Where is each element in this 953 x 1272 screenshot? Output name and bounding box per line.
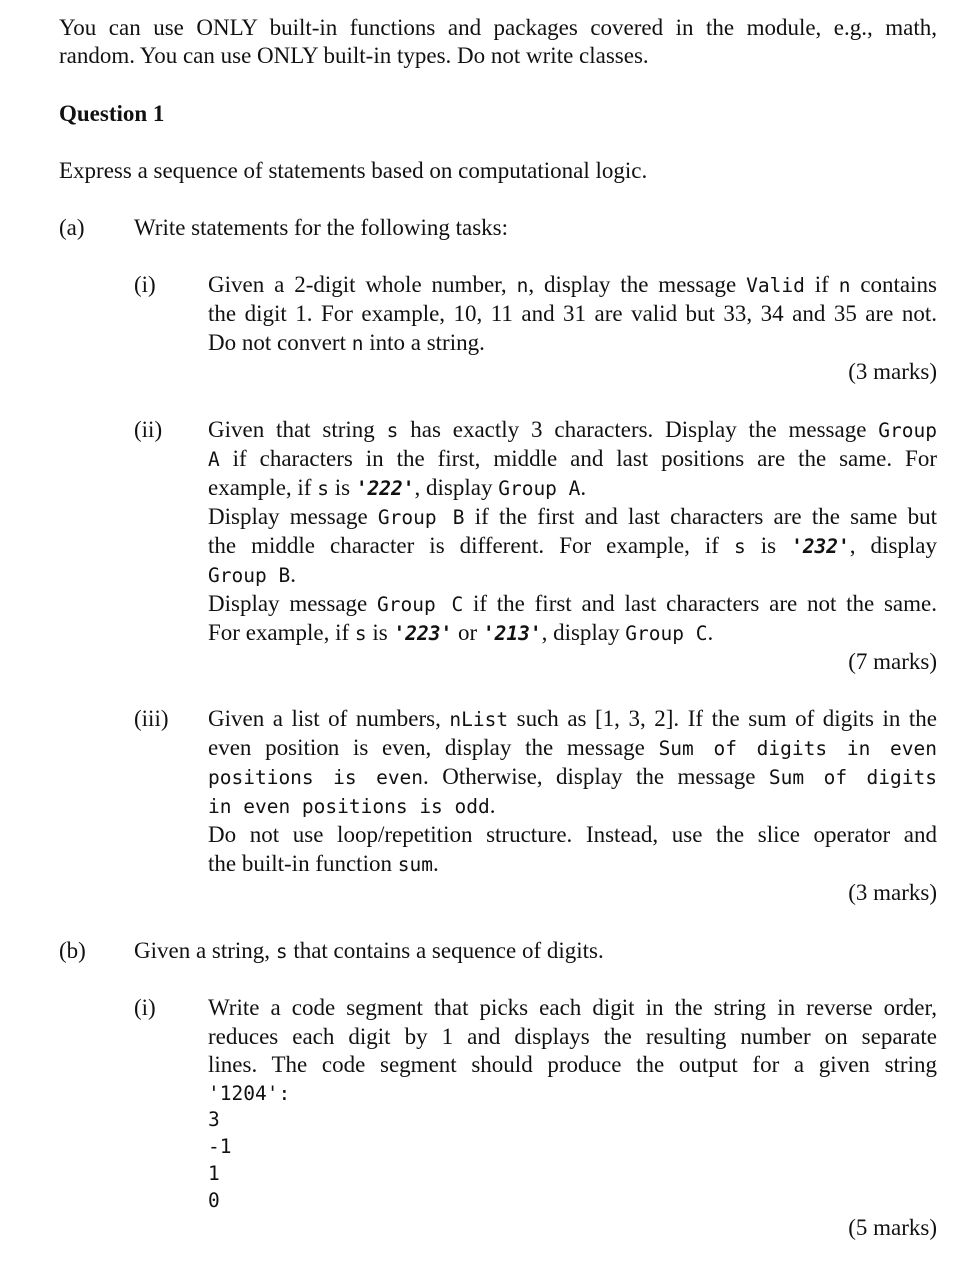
part-a-iii-line-6 bbox=[208, 849, 439, 879]
code-s: s bbox=[733, 535, 746, 558]
part-a-ii-line-8 bbox=[208, 618, 713, 648]
text: is bbox=[328, 475, 356, 500]
part-b-text bbox=[134, 936, 604, 966]
part-a-i-line-3 bbox=[208, 328, 485, 358]
code-group: Group A bbox=[498, 477, 581, 500]
code-a: A bbox=[208, 448, 220, 471]
part-a-ii-line-3 bbox=[208, 473, 586, 503]
code-valid: Valid bbox=[746, 274, 805, 297]
question-description: Express a sequence of statements based on computational logic. bbox=[59, 158, 648, 183]
text: . bbox=[432, 851, 439, 876]
text: is bbox=[745, 533, 792, 558]
part-a-ii-line-2 bbox=[208, 444, 937, 474]
text: , display bbox=[541, 620, 626, 645]
part-a-iii-line-5: Do not use loop/repetition structure. Instead, use the slice operator and bbox=[208, 822, 937, 847]
text: , display bbox=[849, 533, 937, 558]
intro-line-1: You can use ONLY built-in functions and packages covered in the module, e.g., math, bbox=[59, 15, 937, 40]
code-group: Group C bbox=[625, 622, 708, 645]
text: Given a string, bbox=[134, 938, 276, 963]
text: such as [1, 3, 2]. If the sum of digits in the bbox=[508, 706, 937, 731]
text: . bbox=[290, 562, 296, 587]
code-message: positions is even bbox=[208, 766, 424, 789]
part-a-ii-line-4 bbox=[208, 502, 937, 532]
part-a-ii-line-6 bbox=[208, 560, 296, 590]
part-b-i-line-4 bbox=[208, 1078, 290, 1108]
text: if characters in the first, middle and last positions are the same. For bbox=[219, 446, 937, 471]
part-a-ii-label: (ii) bbox=[134, 417, 163, 442]
part-a-i-line-2: the digit 1. For example, 10, 11 and 31 are valid but 33, 34 and 35 are not. bbox=[208, 301, 937, 326]
code-s: s bbox=[317, 477, 329, 500]
output-line: 3 bbox=[208, 1108, 220, 1131]
part-a-ii-line-5 bbox=[208, 531, 937, 561]
text: . bbox=[580, 475, 587, 500]
text: Given that string bbox=[208, 417, 387, 442]
part-a-iii-marks: (3 marks) bbox=[848, 880, 937, 905]
code-nlist: nList bbox=[449, 708, 509, 731]
code-value: '232' bbox=[791, 535, 850, 558]
part-a-ii-marks: (7 marks) bbox=[848, 649, 937, 674]
code-s: s bbox=[386, 419, 399, 442]
intro-line-2: random. You can use ONLY built-in types. Do not write classes. bbox=[59, 43, 649, 68]
code-group: Group bbox=[878, 419, 937, 442]
part-a-iii-label: (iii) bbox=[134, 706, 169, 731]
text: Display message bbox=[208, 591, 377, 616]
code-string: '1204' bbox=[208, 1082, 279, 1105]
code-group: Group C bbox=[377, 593, 464, 616]
code-value: '222' bbox=[355, 477, 415, 500]
code-s: s bbox=[275, 940, 288, 963]
text: Do not convert bbox=[208, 330, 352, 355]
part-b-label: (b) bbox=[59, 938, 86, 963]
text: Given a list of numbers, bbox=[208, 706, 450, 731]
text: has exactly 3 characters. Display the message bbox=[398, 417, 879, 442]
text: if the first and last characters are the same but bbox=[464, 504, 937, 529]
text: even position is even, display the message bbox=[208, 735, 659, 760]
code-message: Sum of digits bbox=[768, 766, 937, 789]
text: into a string. bbox=[363, 330, 485, 355]
part-a-iii-line-2 bbox=[208, 733, 937, 763]
text: For example, if bbox=[208, 620, 355, 645]
part-b-i-label: (i) bbox=[134, 995, 156, 1020]
part-a-ii-line-7 bbox=[208, 589, 937, 619]
code-colon: : bbox=[278, 1082, 291, 1105]
text: , display the message bbox=[528, 272, 747, 297]
text: . Otherwise, display the message bbox=[423, 764, 769, 789]
output-line: 0 bbox=[208, 1189, 220, 1212]
part-b-i-line-1: Write a code segment that picks each digit in the string in reverse order, bbox=[208, 995, 937, 1020]
output-line: 1 bbox=[208, 1162, 220, 1185]
text: the middle character is different. For example, if bbox=[208, 533, 734, 558]
text: contains bbox=[850, 272, 937, 297]
part-b-i-marks: (5 marks) bbox=[848, 1215, 937, 1240]
text: Display message bbox=[208, 504, 378, 529]
part-a-i-label: (i) bbox=[134, 272, 156, 297]
text: example, if bbox=[208, 475, 318, 500]
code-sum: sum bbox=[397, 853, 433, 876]
code-n: n bbox=[516, 274, 529, 297]
code-s: s bbox=[354, 622, 367, 645]
part-a-iii-line-4 bbox=[208, 791, 496, 821]
output-line: -1 bbox=[208, 1135, 232, 1158]
code-group: Group B bbox=[377, 506, 465, 529]
text: the built-in function bbox=[208, 851, 398, 876]
part-a-text: Write statements for the following tasks: bbox=[134, 215, 509, 240]
part-a-i-marks: (3 marks) bbox=[848, 359, 937, 384]
part-a-label: (a) bbox=[59, 215, 85, 240]
code-message: in even positions is odd bbox=[208, 795, 490, 818]
part-a-ii-line-1 bbox=[208, 415, 937, 445]
text: if the first and last characters are not the same. bbox=[463, 591, 937, 616]
code-message: Sum of digits in even bbox=[658, 737, 937, 760]
text: Given a 2-digit whole number, bbox=[208, 272, 517, 297]
code-value: '223' bbox=[393, 622, 453, 645]
question-title: Question 1 bbox=[59, 101, 165, 126]
code-group: Group B bbox=[208, 564, 291, 587]
text: if bbox=[804, 272, 839, 297]
part-b-i-line-2: reduces each digit by 1 and displays the resulting number on separate bbox=[208, 1024, 937, 1049]
part-a-iii-line-1 bbox=[208, 704, 937, 734]
part-a-i-line-1 bbox=[208, 270, 937, 300]
text: or bbox=[452, 620, 483, 645]
part-b-i-line-3: lines. The code segment should produce the output for a given string bbox=[208, 1052, 937, 1077]
code-value: '213' bbox=[482, 622, 542, 645]
text: . bbox=[707, 620, 714, 645]
part-a-iii-line-3 bbox=[208, 762, 937, 792]
text: is bbox=[366, 620, 394, 645]
code-n: n bbox=[351, 332, 364, 355]
text: . bbox=[489, 793, 496, 818]
text: that contains a sequence of digits. bbox=[287, 938, 604, 963]
code-n: n bbox=[838, 274, 851, 297]
text: , display bbox=[414, 475, 499, 500]
